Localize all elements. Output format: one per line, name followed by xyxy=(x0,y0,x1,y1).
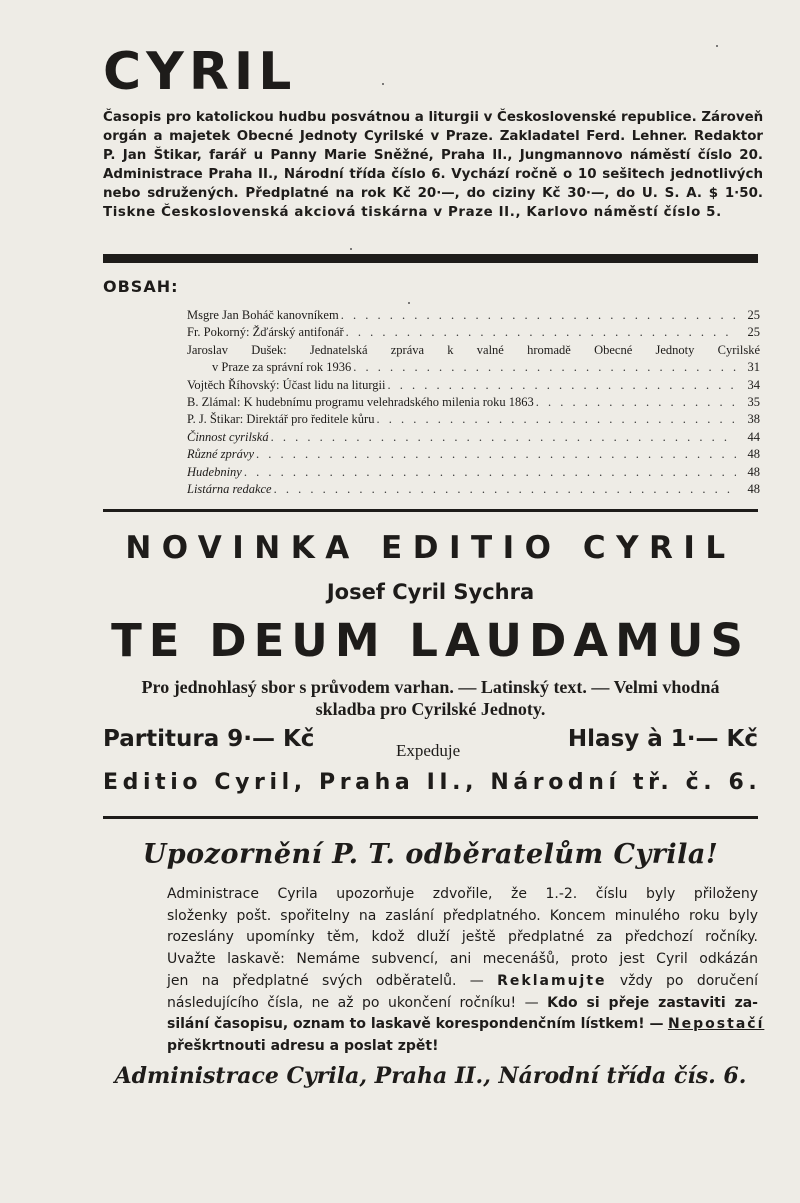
print-speck xyxy=(350,248,352,250)
toc-leader-dots xyxy=(271,429,736,446)
contents-label: OBSAH: xyxy=(103,277,179,296)
toc-leader-dots xyxy=(346,324,736,341)
toc-entry-title: Činnost cyrilská xyxy=(187,429,269,444)
print-speck xyxy=(716,45,718,47)
toc-leader-dots xyxy=(274,481,736,498)
advert-description-line: Pro jednohlasý sbor s průvodem varhan. — Latinský text. — Velmi vhodná xyxy=(141,677,720,697)
publisher-address: Editio Cyril, Praha II., Národní tř. č. 6. xyxy=(103,770,762,795)
toc-leader-dots xyxy=(256,446,736,463)
notice-line xyxy=(167,971,758,993)
toc-entry xyxy=(187,464,760,481)
toc-entry-page: 25 xyxy=(747,325,760,340)
toc-entry-page: 48 xyxy=(747,481,760,496)
toc-leader-dots xyxy=(536,394,736,411)
print-speck xyxy=(382,83,384,85)
toc-entry-page: 48 xyxy=(747,447,760,462)
toc-entry xyxy=(187,411,760,428)
toc-entry xyxy=(187,342,760,359)
toc-leader-dots xyxy=(376,411,736,428)
notice-emphasis: přeškrtnouti adresu a poslat zpět! xyxy=(167,1037,439,1054)
toc-entry-page: 48 xyxy=(747,464,760,479)
toc-entry-title: Jaroslav Dušek: Jednatelská zpráva k valné hromadě Obecné Jednoty Cyrilské xyxy=(187,342,760,357)
advert-work-title: TE DEUM LAUDAMUS xyxy=(111,614,750,667)
distributor-label: Expeduje xyxy=(396,741,461,760)
toc-entry-title: Listárna redakce xyxy=(187,481,272,496)
notice-emphasis: silání časopisu, oznam to laskavě korespondenčním lístkem! — xyxy=(167,1016,664,1033)
toc-entry xyxy=(187,429,760,446)
horizontal-rule xyxy=(103,509,758,512)
publication-info-line: nebo sdružených. Předplatné na rok Kč 20·—, do ciziny Kč 30·—, do U. S. A. $ 1·50. xyxy=(103,186,763,201)
advert-heading: NOVINKA EDITIO CYRIL xyxy=(125,530,736,566)
notice-line xyxy=(167,1014,765,1036)
notice-line: Administrace Cyrila upozorňuje zdvořile, že 1.-2. číslu byly přiloženy xyxy=(167,886,758,902)
toc-entry xyxy=(187,481,760,498)
toc-entry-page: 44 xyxy=(747,429,760,444)
notice-title: Upozornění P. T. odběratelům Cyrila! xyxy=(142,839,719,870)
toc-entry xyxy=(187,377,760,394)
toc-entry-title: Msgre Jan Boháč kanovníkem xyxy=(187,308,339,322)
toc-entry xyxy=(187,324,760,341)
notice-text: jen na předplatné svých odběratelů. — xyxy=(167,972,484,989)
toc-leader-dots xyxy=(341,307,736,324)
notice-line xyxy=(167,993,758,1015)
toc-entry-page: 25 xyxy=(747,308,760,322)
administration-footer: Administrace Cyrila, Praha II., Národní třída čís. 6. xyxy=(114,1063,747,1089)
toc-entry xyxy=(187,394,760,411)
notice-text: následujícího čísla, ne až po ukončení ročníku! — xyxy=(167,994,539,1011)
toc-entry xyxy=(187,307,760,324)
notice-emphasis: Reklamujte xyxy=(497,972,607,989)
horizontal-rule xyxy=(103,816,758,819)
notice-text: vždy po doručení xyxy=(619,972,759,989)
toc-leader-dots xyxy=(353,359,736,376)
advert-description-line: skladba pro Cyrilské Jednoty. xyxy=(315,699,546,719)
notice-line: rozeslány upomínky těm, kdož dluží ještě předplatné za předchozí ročníky. xyxy=(167,929,758,946)
notice-line xyxy=(167,1036,758,1058)
toc-entry-page: 38 xyxy=(747,412,760,427)
toc-leader-dots xyxy=(244,464,736,481)
score-price: Partitura 9·— Kč xyxy=(103,726,315,752)
publication-info-line: Tiskne Československá akciová tiskárna v Praze II., Karlovo náměstí číslo 5. xyxy=(103,205,722,220)
notice-emphasis-underlined: Nepostačí xyxy=(667,1016,765,1033)
toc-entry-title: Hudebniny xyxy=(187,464,242,479)
section-divider-bar xyxy=(103,254,758,263)
advert-description xyxy=(103,676,758,720)
publication-info-line: Časopis pro katolickou hudbu posvátnou a liturgii v Československé republice. Zároveň xyxy=(103,110,764,125)
toc-entry-title: Vojtěch Říhovský: Účast lidu na liturgii xyxy=(187,377,386,392)
table-of-contents xyxy=(187,307,760,498)
print-speck xyxy=(408,302,410,304)
publication-info-line: Administrace Praha II., Národní třída číslo 6. Vychází ročně o 10 sešitech jednotlivých xyxy=(103,167,763,182)
toc-entry-title: P. J. Štikar: Direktář pro ředitele kůru xyxy=(187,412,375,427)
advert-composer: Josef Cyril Sychra xyxy=(326,580,535,604)
toc-entry-title: Různé zprávy xyxy=(187,447,254,462)
notice-emphasis: Kdo si přeje zastaviti za- xyxy=(547,994,758,1011)
magazine-title: CYRIL xyxy=(103,42,297,102)
publication-info-line: P. Jan Štikar, farář u Panny Marie Sněžné, Praha II., Jungmannovo náměstí číslo 20. xyxy=(103,148,763,163)
toc-entry-title-continued: v Praze za správní rok 1936 xyxy=(212,360,352,375)
publication-info-line: orgán a majetek Obecné Jednoty Cyrilské v Praze. Zakladatel Ferd. Lehner. Redaktor xyxy=(103,129,763,144)
toc-entry-title: Fr. Pokorný: Žďárský antifonář xyxy=(187,325,344,340)
toc-entry-page: 35 xyxy=(747,394,760,409)
toc-entry-continuation xyxy=(187,359,760,376)
parts-price: Hlasy à 1·— Kč xyxy=(567,726,758,752)
toc-entry-title: B. Zlámal: K hudebnímu programu velehradského milenia roku 1863 xyxy=(187,394,534,409)
notice-line: Uvažte laskavě: Nemáme subvencí, ani mecenášů, proto jest Cyril odkázán xyxy=(167,951,758,968)
toc-entry-page: 31 xyxy=(747,360,760,375)
notice-body xyxy=(167,884,765,1058)
publication-info xyxy=(103,108,763,222)
toc-leader-dots xyxy=(388,377,737,394)
toc-entry-page: 34 xyxy=(747,377,760,392)
toc-entry xyxy=(187,446,760,463)
notice-line: složenky pošt. spořitelny na zaslání předplatného. Koncem minulého roku byly xyxy=(167,907,758,924)
